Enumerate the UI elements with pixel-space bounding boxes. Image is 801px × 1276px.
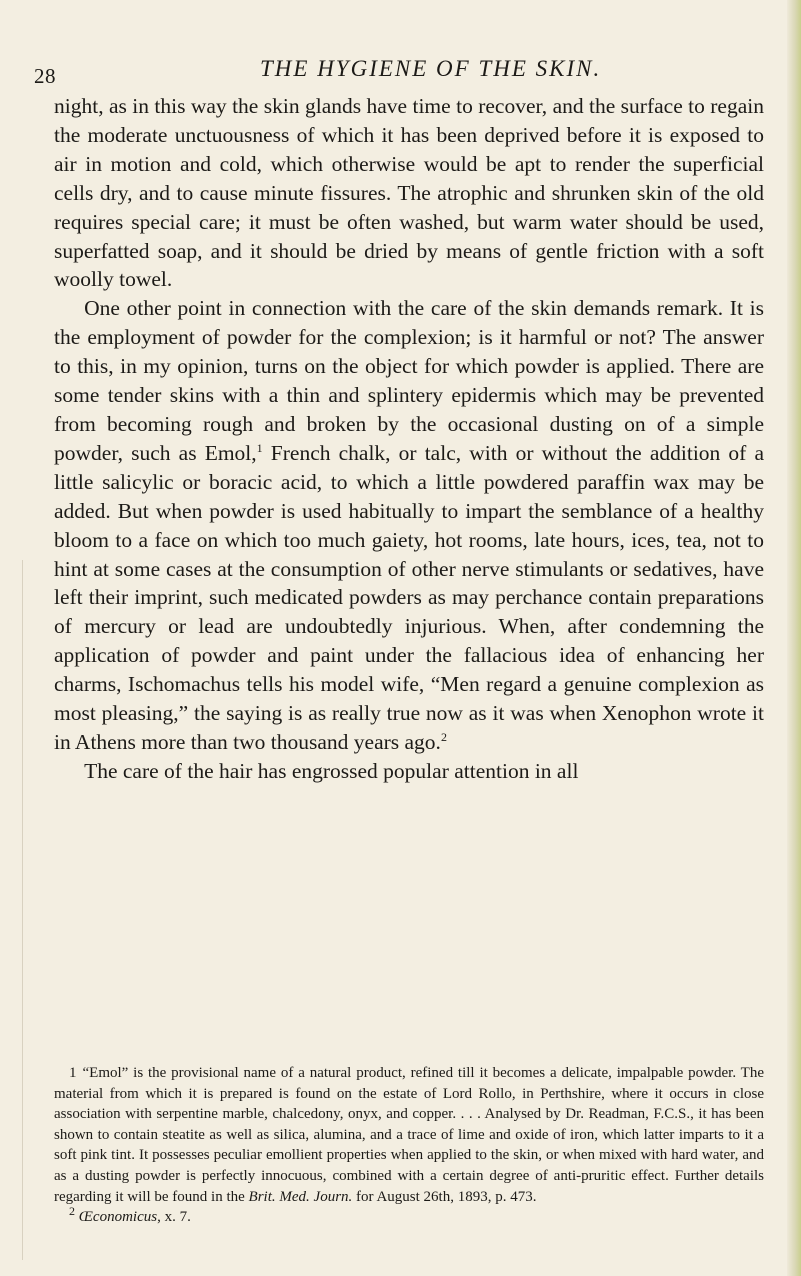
running-title: THE HYGIENE OF THE SKIN. [260,56,602,81]
footnote-1-marker: 1 [69,1065,77,1081]
footnote-1-journal: Brit. Med. Journ. [248,1188,353,1205]
footnote-ref-1[interactable]: 1 [256,440,263,455]
paragraph-powder-text-b: French chalk, or talc, with or without the addition of a little salicylic or boracic acid, to which a little powdered paraffin wax may be added. But when powder is used habitually to impart the semblance of a healthy bloom to a face on which too much gaiety, hot rooms, late hours, ices, tea, not to hint at some cases at the consumption of other nerve stimulants or sedatives, have left their imprint, such medicated powders as may perchance contain preparations of mercury or lead are undoubtedly injurious. When, after condemning the application of powder and paint under the fallacious idea of enhancing her charms, Ischomachus tells his model wife, “Men regard a genuine complexion as most pleasing,” the saying is as really true now as it was when Xenophon wrote it in Athens more than two thousand years ago. [54,440,764,754]
scan-margin-line [22,560,23,1260]
body-text [54,92,764,786]
footnote-2 [54,1204,764,1228]
paragraph-hair: The care of the hair has engrossed popular attention in all [84,758,579,783]
footnote-1-text-b: for August 26th, 1893, p. 473. [352,1188,537,1205]
paragraph-powder-text-a: One other point in connection with the care of the skin demands remark. It is the employment of powder for the complexion; is it harmful or not? The answer to this, in my opinion, turns on the object for which powder is applied. There are some tender skins with a thin and splintery epidermis which may be prevented from becoming rough and broken by the occasional dusting on of a simple powder, such as Emol, [54,296,764,465]
footnote-1 [54,1063,764,1207]
page-number: 28 [34,64,56,88]
footnote-2-source: Œconomicus [78,1209,158,1226]
footnote-1-text-a: “Emol” is the provisional name of a natural product, refined till it becomes a delicate, impalpable powder. The material from which it is prepared is found on the estate of Lord Rollo, in Perthshire, where it occurs in close association with serpentine marble, chalcedony, onyx, and copper. . . . Analysed by Dr. Readman, F.C.S., it has been shown to contain steatite as well as silica, alumina, and a trace of lime and oxide of iron, which latter imparts to it a soft pink tint. It possesses peculiar emollient properties when applied to the skin, or when mixed with hard water, and as a dusting powder is perfectly innocuous, combined with a certain degree of anti-pruritic effect. Further details regarding it will be found in the [54,1065,764,1205]
footnote-2-marker: 2 [69,1204,75,1219]
footnotes [54,1063,764,1228]
paragraph-continued: night, as in this way the skin glands have time to recover, and the surface to regain the moderate unctuousness of which it has been deprived before it is exposed to air in motion and cold, which otherwise would be apt to render the superficial cells dry, and to cause minute fissures. The atrophic and shrunken skin of the old requires special care; it must be often washed, but warm water should be used, superfatted soap, and it should be dried by means of gentle friction with a soft woolly towel. [54,94,764,292]
page-edge [787,0,801,1276]
paragraph-powder [54,294,764,757]
footnote-2-locator: , x. 7. [157,1209,191,1226]
footnote-ref-2[interactable]: 2 [440,729,447,744]
